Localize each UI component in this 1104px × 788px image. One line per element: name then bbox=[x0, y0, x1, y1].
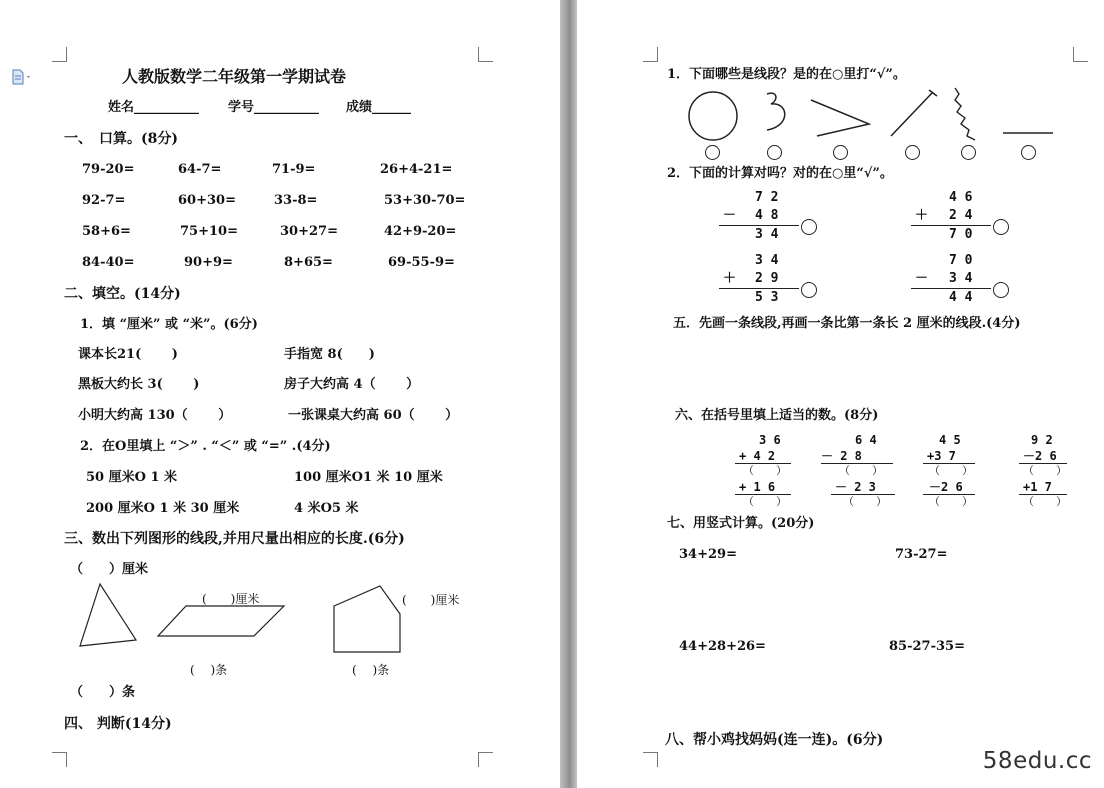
triangle-length-blank: （ ）厘米 bbox=[70, 562, 149, 577]
calc-line bbox=[719, 225, 799, 226]
vertical-calc-item: 73-27= bbox=[895, 547, 948, 562]
student-id-field: 学号__________ bbox=[228, 100, 320, 115]
chain-mid: （ ） bbox=[929, 464, 973, 477]
calc-result: 3 4 bbox=[755, 227, 779, 242]
calc-result: 4 4 bbox=[949, 290, 973, 305]
section-3-heading: 三、数出下列图形的线段,并用尺量出相应的长度.(6分) bbox=[64, 531, 405, 547]
crop-mark bbox=[52, 47, 67, 62]
answer-circle[interactable] bbox=[993, 282, 1009, 298]
calc-result: 7 0 bbox=[949, 227, 973, 242]
calc-second: 3 4 bbox=[949, 271, 973, 286]
oral-problem: 71-9= bbox=[272, 162, 316, 177]
compare-item: 50 厘米O 1 米 bbox=[86, 470, 178, 485]
chain-end: （ ） bbox=[1023, 495, 1067, 508]
oral-problem: 64-7= bbox=[178, 162, 222, 177]
name-field: 姓名__________ bbox=[108, 100, 200, 115]
crop-mark bbox=[478, 47, 493, 62]
chain-end: （ ） bbox=[743, 495, 787, 508]
calc-result: 5 3 bbox=[755, 290, 779, 305]
crop-mark bbox=[478, 752, 493, 767]
crop-mark bbox=[643, 752, 658, 767]
compare-item: 100 厘米O1 米 10 厘米 bbox=[294, 470, 443, 485]
chain-mid: （ ） bbox=[743, 464, 787, 477]
section-8-heading: 八、帮小鸡找妈妈(连一连)。(6分) bbox=[665, 732, 884, 748]
oral-problem: 60+30= bbox=[178, 193, 236, 208]
oral-problem: 30+27= bbox=[280, 224, 338, 239]
vertical-calc-item: 85-27-35= bbox=[889, 639, 965, 654]
chain-top: 6 4 bbox=[855, 433, 877, 447]
score-field: 成绩______ bbox=[346, 100, 412, 115]
chain-op1: + 4 2 bbox=[739, 449, 776, 463]
unit-item: 房子大约高 4（ ） bbox=[284, 377, 420, 392]
pentagon-count-blank: ( )条 bbox=[352, 663, 390, 677]
crop-mark bbox=[1073, 47, 1088, 62]
parallelogram-shape bbox=[156, 604, 286, 638]
unit-item: 一张课桌大约高 60（ ） bbox=[288, 408, 459, 423]
oral-problem: 84-40= bbox=[82, 255, 135, 270]
calc-line bbox=[911, 225, 991, 226]
calc-top: 7 0 bbox=[949, 253, 973, 268]
fill-unit-question: 1．填 “厘米” 或 “米”。(6分) bbox=[80, 317, 258, 332]
calc-top: 3 4 bbox=[755, 253, 779, 268]
chain-op1: －2 6 bbox=[1023, 449, 1057, 463]
crop-mark bbox=[52, 752, 67, 767]
calc-top: 4 6 bbox=[949, 190, 973, 205]
calc-operator: － bbox=[915, 271, 929, 286]
answer-circle[interactable] bbox=[961, 145, 976, 160]
document-icon[interactable] bbox=[12, 70, 34, 84]
calc-second: 2 4 bbox=[949, 208, 973, 223]
segment-question: 1．下面哪些是线段？是的在○里打“√”。 bbox=[667, 67, 906, 82]
chain-top: 4 5 bbox=[939, 433, 961, 447]
answer-circle[interactable] bbox=[705, 145, 720, 160]
calc-operator: － bbox=[723, 208, 737, 223]
unit-item: 黑板大约长 3( ) bbox=[78, 377, 200, 392]
line-figure bbox=[1001, 128, 1055, 138]
curve-figure bbox=[761, 90, 797, 136]
chain-mid: （ ） bbox=[839, 464, 883, 477]
calc-operator: ＋ bbox=[723, 271, 737, 286]
chain-top: 3 6 bbox=[759, 433, 781, 447]
right-page bbox=[577, 0, 1104, 788]
calc-second: 4 8 bbox=[755, 208, 779, 223]
vertical-calc-item: 34+29= bbox=[679, 547, 737, 562]
triangle-count-blank: （ ）条 bbox=[70, 685, 136, 700]
answer-circle[interactable] bbox=[905, 145, 920, 160]
oral-problem: 26+4-21= bbox=[380, 162, 453, 177]
section-4-heading: 四、 判断(14分) bbox=[64, 716, 172, 732]
calc-top: 7 2 bbox=[755, 190, 779, 205]
pentagon-length-blank: ( )厘米 bbox=[402, 593, 460, 607]
page-title: 人教版数学二年级第一学期试卷 bbox=[122, 67, 347, 86]
compare-item: 4 米O5 米 bbox=[294, 501, 359, 516]
oral-problem: 58+6= bbox=[82, 224, 131, 239]
oral-problem: 79-20= bbox=[82, 162, 135, 177]
answer-circle[interactable] bbox=[993, 219, 1009, 235]
oral-problem: 90+9= bbox=[184, 255, 233, 270]
calc-second: 2 9 bbox=[755, 271, 779, 286]
parallelogram-length-blank: ( )厘米 bbox=[202, 592, 260, 606]
circle-figure bbox=[687, 90, 739, 142]
watermark: 58edu.cc bbox=[982, 748, 1092, 774]
vertical-calc-item: 44+28+26= bbox=[679, 639, 766, 654]
unit-item: 手指宽 8( ) bbox=[284, 347, 375, 362]
page-gutter bbox=[560, 0, 577, 788]
answer-circle[interactable] bbox=[833, 145, 848, 160]
oral-problem: 92-7= bbox=[82, 193, 126, 208]
crop-mark bbox=[643, 47, 658, 62]
triangle-shape bbox=[78, 582, 140, 648]
oral-problem: 33-8= bbox=[274, 193, 318, 208]
section-2-heading: 二、填空。(14分) bbox=[64, 286, 181, 302]
calc-check-question: 2．下面的计算对吗？对的在○里“√”。 bbox=[667, 166, 893, 181]
chain-op2: －2 6 bbox=[929, 480, 963, 494]
oral-problem: 69-55-9= bbox=[388, 255, 455, 270]
segment-figure bbox=[887, 90, 937, 140]
calc-operator: ＋ bbox=[915, 208, 929, 223]
oral-problem: 75+10= bbox=[180, 224, 238, 239]
calc-line bbox=[911, 288, 991, 289]
section-7-heading: 七、用竖式计算。(20分) bbox=[667, 516, 815, 531]
chain-op2: － 2 3 bbox=[835, 480, 876, 494]
wavy-figure bbox=[951, 86, 981, 142]
calc-line bbox=[719, 288, 799, 289]
chain-op1: +3 7 bbox=[927, 449, 956, 463]
chain-op2: +1 7 bbox=[1023, 480, 1052, 494]
compare-item: 200 厘米O 1 米 30 厘米 bbox=[86, 501, 240, 516]
answer-circle[interactable] bbox=[801, 282, 817, 298]
compare-question: 2．在O里填上 “＞” . “＜” 或 “=” .(4分) bbox=[80, 439, 331, 454]
unit-item: 课本长21( ) bbox=[78, 347, 178, 362]
oral-problem: 53+30-70= bbox=[384, 193, 466, 208]
unit-item: 小明大约高 130（ ） bbox=[78, 408, 232, 423]
chain-op1: － 2 8 bbox=[821, 449, 862, 463]
chain-mid: （ ） bbox=[1023, 464, 1067, 477]
answer-circle[interactable] bbox=[767, 145, 782, 160]
section-5-heading: 五．先画一条线段,再画一条比第一条长 2 厘米的线段.(4分) bbox=[673, 316, 1021, 331]
chain-top: 9 2 bbox=[1031, 433, 1053, 447]
answer-circle[interactable] bbox=[1021, 145, 1036, 160]
oral-problem: 42+9-20= bbox=[384, 224, 457, 239]
parallelogram-count-blank: ( )条 bbox=[190, 663, 228, 677]
chain-end: （ ） bbox=[929, 495, 973, 508]
section-6-heading: 六、在括号里填上适当的数。(8分) bbox=[675, 408, 879, 423]
oral-problem: 8+65= bbox=[284, 255, 333, 270]
chain-op2: + 1 6 bbox=[739, 480, 776, 494]
answer-circle[interactable] bbox=[801, 219, 817, 235]
pentagon-shape bbox=[332, 584, 404, 654]
section-1-heading: 一、 口算。(8分) bbox=[64, 131, 178, 147]
angle-figure bbox=[809, 96, 871, 138]
chain-end: （ ） bbox=[843, 495, 887, 508]
